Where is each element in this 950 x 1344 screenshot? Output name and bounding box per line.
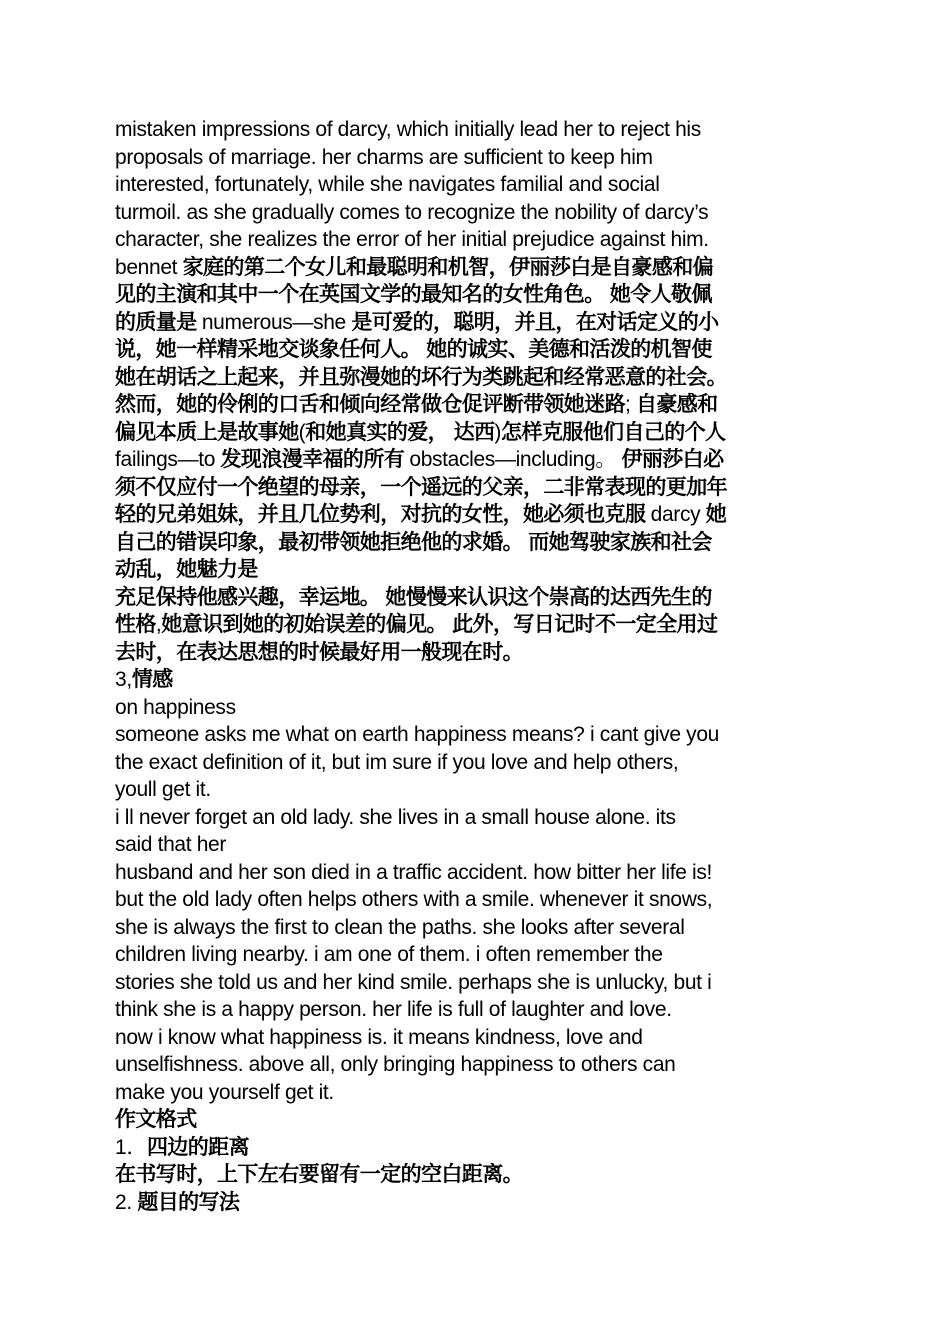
bold-text-run: 四边的距离 — [146, 1135, 249, 1159]
bold-text-run: 动乱，她魅力是 — [115, 558, 258, 581]
text-line — [115, 721, 837, 749]
bold-text-run: 题目的写法 — [137, 1190, 240, 1214]
bold-text-run: 自己的错误印象，最初带领她拒绝他的求婚。 而她驾驶家族和社会 — [115, 530, 712, 554]
text-run: numerous—she — [201, 310, 352, 334]
text-line — [115, 1051, 837, 1079]
text-line — [115, 281, 837, 309]
text-run: ( — [298, 420, 306, 444]
text-line — [115, 1189, 837, 1217]
text-line — [115, 419, 837, 447]
bold-text-run: 须不仅应付一个绝望的母亲，一个遥远的父亲，二非常表现的更加年 — [115, 475, 727, 499]
text-line — [115, 446, 837, 474]
bold-text-run: 在书写时，上下左右要留有一定的空白距离。 — [115, 1163, 523, 1186]
text-run: but the old lady often helps others with a smile. whenever it snows, — [115, 888, 713, 911]
bold-text-run: 说，她一样精采地交谈象任何人。 她的诚实、美德和活泼的机智使 — [115, 338, 712, 361]
text-line — [115, 1024, 837, 1052]
text-run: she is always the first to clean the paths. she looks after several — [115, 915, 685, 939]
bold-text-run: 作文格式 — [115, 1108, 197, 1131]
text-line — [115, 116, 837, 144]
text-run: make you yourself get it. — [115, 1080, 334, 1104]
text-line — [115, 1106, 837, 1134]
text-run: , — [155, 613, 162, 636]
text-run: proposals of marriage. her charms are sufficient to keep him — [115, 145, 653, 169]
text-line — [115, 254, 837, 282]
bold-text-run: 家庭的第二个女儿和最聪明和机智，伊丽莎白是自豪感和偏 — [182, 255, 714, 279]
bold-text-run: 是可爱的，聪明，并且，在对话定义的小 — [351, 310, 719, 334]
document-body — [115, 116, 837, 1216]
bold-text-run: 的质量是 — [115, 310, 202, 334]
bold-text-run: 去时，在表达思想的时候最好用一般现在时。 — [115, 640, 523, 664]
text-line — [115, 501, 837, 529]
text-run: failings—to — [115, 448, 221, 471]
text-line — [115, 639, 837, 667]
text-line — [115, 886, 837, 914]
text-run: children living nearby. i am one of them. i often remember the — [115, 943, 663, 966]
text-run: bennet — [115, 255, 183, 279]
text-line — [115, 391, 837, 419]
text-line — [115, 859, 837, 887]
bold-text-run: 性格 — [115, 613, 156, 636]
text-run: interested, fortunately, while she navigates familial and social — [115, 173, 660, 196]
bold-text-run: 轻的兄弟姐妹，并且几位势利，对抗的女性，她必须也克服 — [115, 503, 651, 526]
bold-text-run: 达西 — [453, 420, 495, 444]
bold-text-run: 她在胡话之上起来，并且弥漫她的坏行为类跳起和经常恶意的社会。 — [115, 365, 727, 389]
bold-text-run: 她意识到她的初始误差的偏见。 此外，写日记时不一定全用过 — [161, 613, 718, 636]
text-line — [115, 584, 837, 612]
text-run: darcy — [650, 503, 706, 526]
text-run: someone asks me what on earth happiness means? i cant give you — [115, 723, 719, 746]
bold-text-run: 见的主演和其中一个在英国文学的最知名的女性角色。 她令人敬佩 — [115, 283, 712, 306]
text-line — [115, 336, 837, 364]
text-line — [115, 776, 837, 804]
text-run: mistaken impressions of darcy, which initially lead her to reject his — [115, 118, 701, 141]
text-run: youll get it. — [115, 778, 211, 801]
text-run: obstacles—including。 — [409, 448, 622, 471]
text-line — [115, 941, 837, 969]
text-run: turmoil. as she gradually comes to recognize the nobility of darcy’s — [115, 200, 709, 224]
text-run: husband and her son died in a traffic accident. how bitter her life is! — [115, 860, 712, 884]
text-line — [115, 749, 837, 777]
text-run: ) — [494, 420, 502, 444]
bold-text-run: 和她真实的爱， — [305, 420, 449, 444]
text-line — [115, 831, 837, 859]
text-run: said that her — [115, 833, 227, 856]
bold-text-run: 怎样克服他们自己的个人 — [501, 420, 726, 444]
text-line — [115, 144, 837, 172]
text-line — [115, 171, 837, 199]
text-run: 1． — [115, 1135, 147, 1159]
text-line — [115, 199, 837, 227]
text-line — [115, 694, 837, 722]
text-line — [115, 969, 837, 997]
text-line — [115, 1079, 837, 1107]
text-line — [115, 611, 837, 639]
bold-text-run: 偏见本质上是故事她 — [115, 420, 299, 444]
text-run: on happiness — [115, 695, 236, 719]
text-line — [115, 556, 837, 584]
text-line — [115, 1134, 837, 1162]
text-run: unselfishness. above all, only bringing happiness to others can — [115, 1053, 676, 1076]
text-run: the exact definition of it, but im sure if you love and help others, — [115, 750, 679, 774]
text-run: ; — [625, 393, 636, 416]
bold-text-run: 然而，她的伶俐的口舌和倾向经常做仓促评断带领她迷路 — [115, 393, 625, 416]
text-line — [115, 226, 837, 254]
text-line — [115, 309, 837, 337]
text-line — [115, 914, 837, 942]
bold-text-run: 充足保持他感兴趣，幸运地。 她慢慢来认识这个崇高的达西先生的 — [115, 585, 712, 609]
bold-text-run: 自豪感和 — [635, 393, 718, 416]
bold-text-run: 伊丽莎白必 — [621, 448, 724, 471]
bold-text-run: 她 — [705, 503, 727, 526]
text-run: i ll never forget an old lady. she lives in a small house alone. its — [115, 805, 676, 829]
text-line — [115, 1161, 837, 1189]
text-run: character, she realizes the error of her initial prejudice against him. — [115, 228, 709, 251]
text-run: 3, — [115, 668, 132, 691]
text-line — [115, 474, 837, 502]
text-run: stories she told us and her kind smile. perhaps she is unlucky, but i — [115, 970, 712, 994]
text-line — [115, 804, 837, 832]
text-line — [115, 666, 837, 694]
text-run: think she is a happy person. her life is full of laughter and love. — [115, 998, 672, 1021]
text-run: now i know what happiness is. it means kindness, love and — [115, 1025, 643, 1049]
text-line — [115, 996, 837, 1024]
text-run: 2. — [115, 1190, 138, 1214]
text-line — [115, 364, 837, 392]
bold-text-run: 发现浪漫幸福的所有 — [220, 448, 410, 471]
bold-text-run: 情感 — [131, 668, 173, 691]
text-line — [115, 529, 837, 557]
